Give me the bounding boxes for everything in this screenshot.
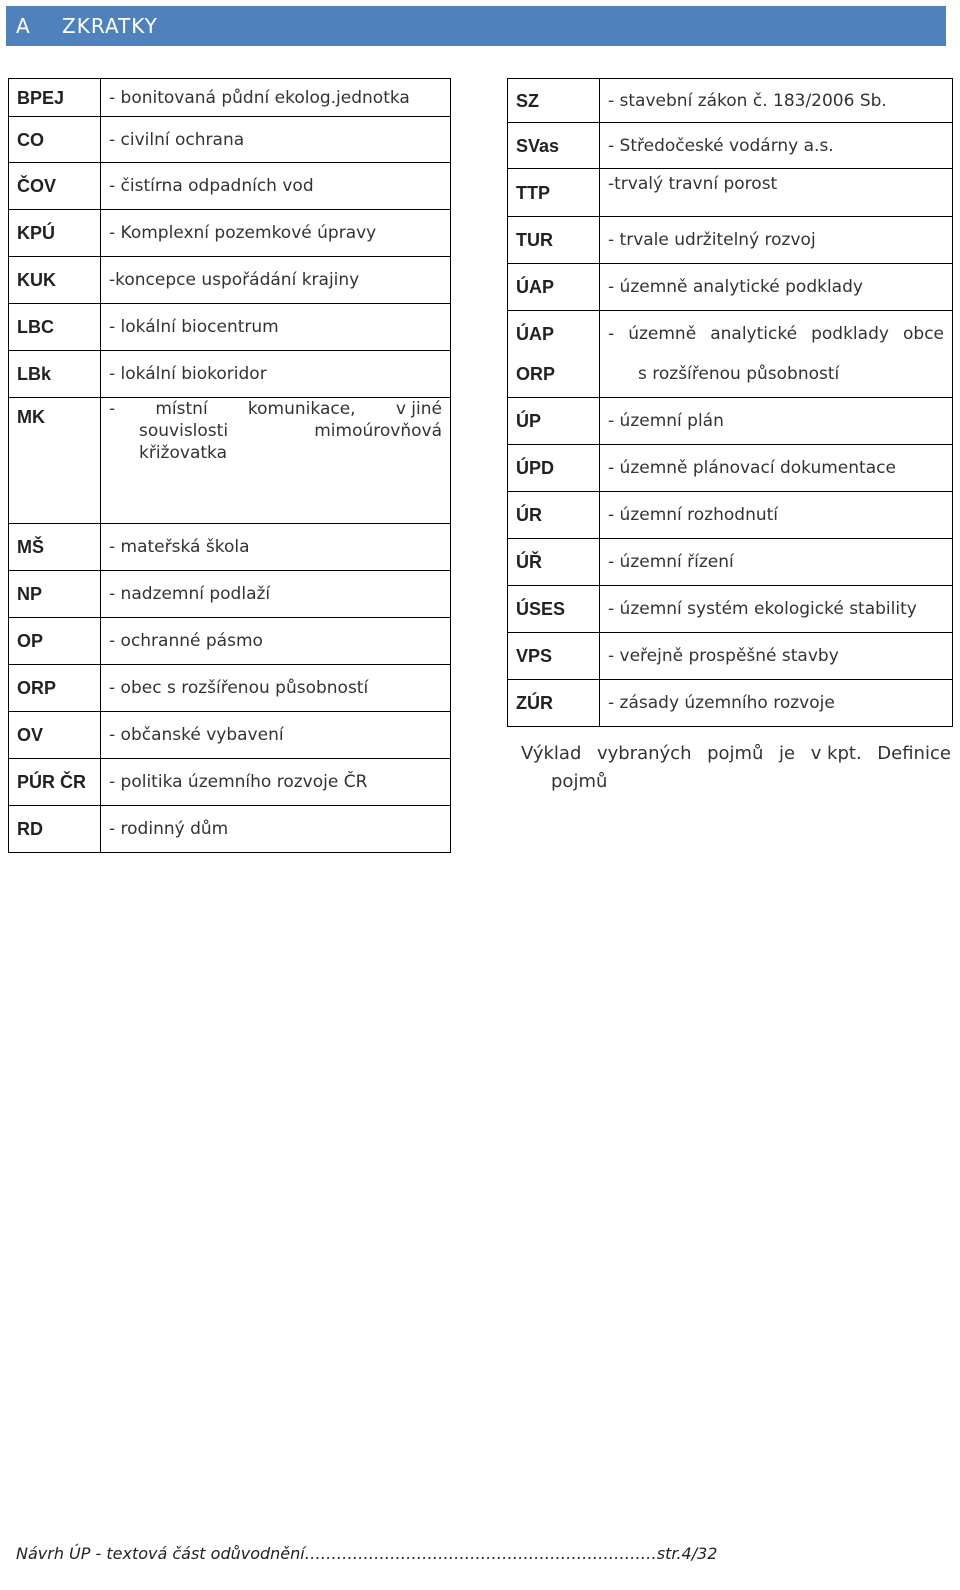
definition-line bbox=[109, 420, 442, 442]
definition-cell: - Komplexní pozemkové úpravy bbox=[101, 210, 451, 257]
table-row bbox=[508, 633, 953, 680]
definition-line bbox=[608, 314, 944, 354]
definition-cell bbox=[101, 398, 451, 524]
definition-cell: - územní plán bbox=[600, 398, 953, 445]
definition-cell: -koncepce uspořádání krajiny bbox=[101, 257, 451, 304]
note-paragraph bbox=[521, 740, 951, 796]
definition-cell: -trvalý travní porost bbox=[600, 169, 953, 217]
word: je bbox=[779, 743, 796, 764]
abbr-cell: MŠ bbox=[9, 524, 101, 571]
section-letter: A bbox=[16, 14, 31, 38]
table-row bbox=[9, 351, 451, 398]
definition-cell: - obec s rozšířenou působností bbox=[101, 665, 451, 712]
definition-line bbox=[109, 398, 442, 420]
table-row bbox=[508, 492, 953, 539]
abbr-cell: OP bbox=[9, 618, 101, 665]
definition-cell: - bonitovaná půdní ekolog.jednotka bbox=[101, 79, 451, 117]
table-row bbox=[9, 210, 451, 257]
definition-cell: - čistírna odpadních vod bbox=[101, 163, 451, 210]
abbr-cell: PÚR ČR bbox=[9, 759, 101, 806]
abbreviations-table-right bbox=[507, 78, 953, 727]
definition-cell: - civilní ochrana bbox=[101, 117, 451, 163]
definition-cell: - politika územního rozvoje ČR bbox=[101, 759, 451, 806]
abbr-cell bbox=[508, 311, 600, 398]
word: územně bbox=[628, 324, 697, 344]
abbr-cell: ÚAP bbox=[508, 264, 600, 311]
table-row bbox=[508, 539, 953, 586]
word: místní bbox=[155, 399, 208, 419]
abbr-cell: ORP bbox=[9, 665, 101, 712]
word: komunikace, bbox=[247, 399, 356, 419]
word: mimoúrovňová bbox=[314, 421, 442, 441]
note-line: pojmů bbox=[551, 771, 608, 792]
abbr-cell: VPS bbox=[508, 633, 600, 680]
abbr-cell: ÚR bbox=[508, 492, 600, 539]
table-row bbox=[9, 398, 451, 524]
table-row bbox=[508, 169, 953, 217]
table-row bbox=[9, 665, 451, 712]
abbr-cell: ÚP bbox=[508, 398, 600, 445]
word: analytické bbox=[710, 324, 798, 344]
abbr-cell: ÚSES bbox=[508, 586, 600, 633]
table-row bbox=[9, 304, 451, 351]
table-row bbox=[9, 79, 451, 117]
definition-cell: - mateřská škola bbox=[101, 524, 451, 571]
abbr-cell: SZ bbox=[508, 79, 600, 123]
table-row bbox=[508, 311, 953, 398]
abbr-cell: SVas bbox=[508, 123, 600, 169]
abbreviations-table-left bbox=[8, 78, 451, 853]
table-row bbox=[508, 264, 953, 311]
definition-cell: - trvale udržitelný rozvoj bbox=[600, 217, 953, 264]
word: Výklad bbox=[521, 743, 582, 764]
word: vybraných bbox=[596, 743, 692, 764]
abbr-cell: ČOV bbox=[9, 163, 101, 210]
abbr-line: ORP bbox=[516, 364, 556, 384]
abbr-cell: CO bbox=[9, 117, 101, 163]
definition-cell: - územní systém ekologické stability bbox=[600, 586, 953, 633]
definition-cell: - lokální biocentrum bbox=[101, 304, 451, 351]
word: souvislosti bbox=[139, 421, 229, 441]
table-row bbox=[9, 618, 451, 665]
note-line bbox=[521, 740, 951, 768]
word: v jiné bbox=[395, 399, 442, 419]
table-row bbox=[508, 680, 953, 727]
definition-cell: - územní řízení bbox=[600, 539, 953, 586]
word: obce bbox=[903, 324, 944, 344]
table-row bbox=[508, 586, 953, 633]
abbr-cell: LBC bbox=[9, 304, 101, 351]
definition-cell: - ochranné pásmo bbox=[101, 618, 451, 665]
definition-cell: - nadzemní podlaží bbox=[101, 571, 451, 618]
section-header bbox=[6, 6, 946, 46]
definition-cell: - občanské vybavení bbox=[101, 712, 451, 759]
word: v kpt. bbox=[810, 743, 862, 764]
table-row bbox=[508, 398, 953, 445]
table-row bbox=[9, 759, 451, 806]
abbr-cell: TUR bbox=[508, 217, 600, 264]
word: Definice bbox=[877, 743, 951, 764]
abbr-cell: LBk bbox=[9, 351, 101, 398]
word: pojmů bbox=[707, 743, 764, 764]
table-row bbox=[9, 571, 451, 618]
table-row bbox=[508, 217, 953, 264]
word: podklady bbox=[811, 324, 889, 344]
definition-cell bbox=[600, 311, 953, 398]
word: - bbox=[109, 399, 116, 419]
definition-cell: - rodinný dům bbox=[101, 806, 451, 853]
table-row bbox=[9, 117, 451, 163]
abbr-cell: ÚŘ bbox=[508, 539, 600, 586]
table-row bbox=[508, 445, 953, 492]
definition-line: křižovatka bbox=[139, 443, 227, 463]
definition-cell: - územně analytické podklady bbox=[600, 264, 953, 311]
table-row bbox=[508, 79, 953, 123]
abbr-cell: BPEJ bbox=[9, 79, 101, 117]
definition-cell: - stavební zákon č. 183/2006 Sb. bbox=[600, 79, 953, 123]
section-title: ZKRATKY bbox=[62, 14, 158, 38]
abbr-cell: MK bbox=[9, 398, 101, 524]
abbr-cell: RD bbox=[9, 806, 101, 853]
definition-cell: - Středočeské vodárny a.s. bbox=[600, 123, 953, 169]
abbr-cell: KPÚ bbox=[9, 210, 101, 257]
table-row bbox=[9, 524, 451, 571]
table-row bbox=[9, 163, 451, 210]
table-row bbox=[9, 806, 451, 853]
abbr-cell: ÚPD bbox=[508, 445, 600, 492]
abbr-cell: KUK bbox=[9, 257, 101, 304]
abbr-cell: NP bbox=[9, 571, 101, 618]
definition-cell: - územní rozhodnutí bbox=[600, 492, 953, 539]
abbr-line: ÚAP bbox=[516, 324, 555, 344]
word: - bbox=[608, 324, 615, 344]
table-row bbox=[9, 712, 451, 759]
page-footer: Návrh ÚP - textová část odůvodnění…………………………………………………………str.4/32 bbox=[16, 1544, 718, 1563]
abbr-cell: OV bbox=[9, 712, 101, 759]
table-row bbox=[508, 123, 953, 169]
table-row bbox=[9, 257, 451, 304]
definition-cell: - územně plánovací dokumentace bbox=[600, 445, 953, 492]
abbr-cell: ZÚR bbox=[508, 680, 600, 727]
definition-cell: - veřejně prospěšné stavby bbox=[600, 633, 953, 680]
definition-line: s rozšířenou působností bbox=[638, 364, 840, 384]
definition-cell: - zásady územního rozvoje bbox=[600, 680, 953, 727]
definition-cell: - lokální biokoridor bbox=[101, 351, 451, 398]
abbr-cell: TTP bbox=[508, 169, 600, 217]
